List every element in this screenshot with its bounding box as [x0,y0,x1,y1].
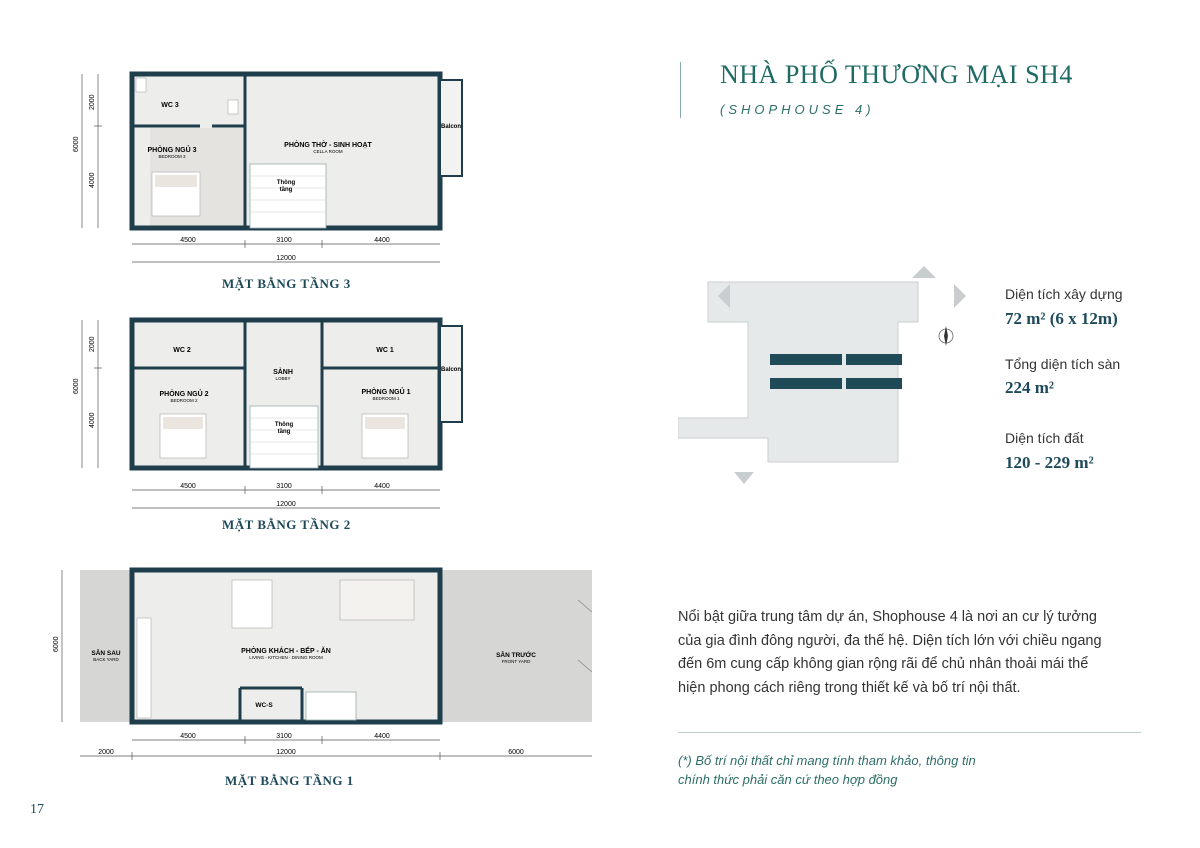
room-living: PHÒNG KHÁCH - BẾP - ĂN [241,648,331,655]
room-bedroom3-en: BEDROOM 3 [158,154,186,159]
stat-value-build-area: 72 m² (6 x 12m) [1005,309,1118,328]
description-line: đến 6m cung cấp không gian rộng rãi để chủ nhân thoải mái thể [678,656,1089,672]
stat-label-land-area: Diện tích đất [1005,430,1084,446]
floor3-caption: MẶT BẰNG TẦNG 3 [222,276,351,291]
dim-v1: 2000 [89,336,96,352]
description-line: của gia đình đông người, đa thế hệ. Diện tích lớn với chiều ngang [678,632,1102,649]
dim-v-total: 6000 [73,378,80,394]
dim-d2: 3100 [276,237,292,244]
room-lobby: SẢNH [273,369,293,376]
dim-d2: 3100 [276,733,292,740]
stat-label-build-area: Diện tích xây dựng [1005,286,1123,302]
dim-d1: 4500 [180,237,196,244]
dim-d2: 3100 [276,483,292,490]
page-number: 17 [30,802,44,817]
room-balcon: Balcon [440,367,462,373]
title-divider [680,62,681,118]
room-bedroom1-en: BEDROOM 1 [372,396,400,401]
room-living-en: LIVING - KITCHEN - DINING ROOM [249,655,323,660]
dim-d3: 4400 [374,733,390,740]
dim-total: 12000 [276,501,296,508]
floor1-caption: MẶT BẰNG TẦNG 1 [225,773,354,788]
page-title: NHÀ PHỐ THƯƠNG MẠI SH4 [720,60,1073,89]
dim-d1: 4500 [180,483,196,490]
stat-value-floor-area: 224 m² [1005,378,1055,397]
room-backyard: SÂN SAU [91,650,121,657]
note-divider [678,732,1141,733]
dim-v2: 4000 [89,412,96,428]
room-wc3: WC 3 [161,102,179,109]
room-wc1: WC 1 [376,347,394,354]
stair-label-1: Thông [276,180,296,186]
floor-plan-2 [60,306,480,516]
stair-label-1: Thông [274,422,294,428]
room-frontyard: SÂN TRƯỚC [496,652,536,659]
dim-v2: 4000 [89,172,96,188]
floor-plan-1 [40,560,600,770]
dim-total: 12000 [276,255,296,262]
room-backyard-en: BACK YARD [93,657,119,662]
dim-v1: 2000 [89,94,96,110]
note-line: chính thức phải căn cứ theo hợp đồng [678,772,898,787]
room-worship-en: CELLA ROOM [313,149,343,154]
dim-total: 12000 [276,749,296,756]
room-bedroom2-en: BEDROOM 2 [170,398,198,403]
room-worship: PHÒNG THỜ - SINH HOẠT [284,142,372,149]
stair-label-2: tầng [277,429,291,435]
note-line: (*) Bố trí nội thất chỉ mang tính tham khảo, thông tin [678,753,976,768]
stat-label-floor-area: Tổng diện tích sàn [1005,356,1121,372]
room-bedroom2: PHÒNG NGỦ 2 [159,391,209,398]
room-bedroom1: PHÒNG NGỦ 1 [361,389,411,396]
stair-label-2: tầng [279,187,293,193]
room-wc2: WC 2 [173,347,191,354]
stat-value-land-area: 120 - 229 m² [1005,453,1094,472]
dim-d3: 4400 [374,483,390,490]
dim-d3: 4400 [374,237,390,244]
room-lobby-en: LOBBY [275,376,291,381]
description-line: Nổi bật giữa trung tâm dự án, Shophouse 4 là nơi an cư lý tưởng [678,609,1097,625]
description-line: hiện phong cách riêng trong thiết kế và bố trí nội thất. [678,679,1021,696]
room-bedroom3: PHÒNG NGỦ 3 [147,147,197,154]
room-balcon: Balcon [440,124,462,130]
dim-v-total: 6000 [73,136,80,152]
floor2-caption: MẶT BẰNG TẦNG 2 [222,517,351,532]
dim-v-total: 6000 [53,636,60,652]
page-subtitle: (SHOPHOUSE 4) [720,102,875,117]
disclaimer-note [678,751,1138,789]
description [678,606,1158,700]
room-frontyard-en: FRONT YARD [501,659,531,664]
dim-d4: 6000 [508,749,524,756]
dim-d1: 4500 [180,733,196,740]
room-wcs: WC-S [255,702,273,709]
site-map [678,262,970,488]
dim-d0: 2000 [98,749,114,756]
floor-plan-3 [60,60,480,270]
